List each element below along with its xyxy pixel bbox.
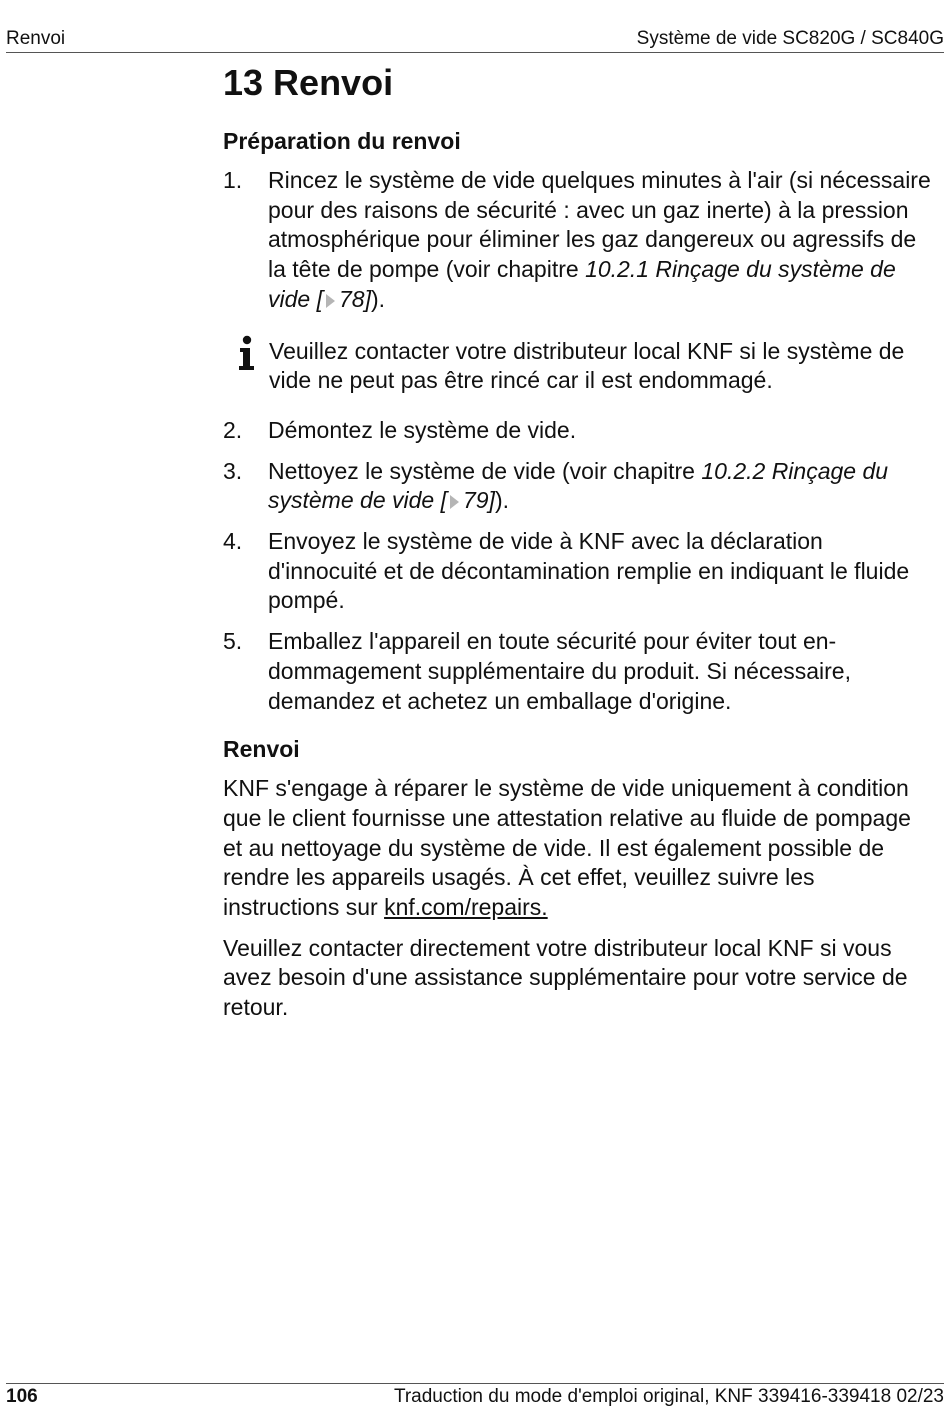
step-text-end: ). — [494, 487, 510, 514]
chapter-reference-page: 79] — [462, 487, 495, 514]
header-section-title: Renvoi — [6, 28, 66, 49]
section-heading-renvoi: Renvoi — [223, 736, 300, 763]
step-number: 5. — [223, 628, 243, 655]
chapter-reference-text: 10.2.2 Rinçage du système de vide [ — [268, 457, 889, 514]
paragraph-text: KNF s'engage à réparer le système de vide uniquement à condition que le client fournisse une attestation relative au fluide de pompage et au nettoyage du système de vide. Il est également possible de rendre les appareils usagés. À cet effet, veuillez suivre les instructions sur — [223, 775, 911, 921]
page-arrow-icon — [450, 495, 459, 509]
main-content — [223, 60, 933, 1034]
page-number: 106 — [6, 1386, 38, 1407]
step-text-end: ). — [370, 285, 386, 312]
info-note — [223, 337, 933, 396]
chapter-reference-page: 78] — [338, 285, 371, 312]
chapter-title: 13 Renvoi — [223, 62, 394, 103]
step-number: 2. — [223, 416, 243, 443]
step-text-body: Nettoyez le système de vide (voir chapitre — [268, 457, 702, 484]
page-footer — [6, 1383, 944, 1407]
step-1 — [223, 166, 933, 315]
section-heading-preparation: Préparation du renvoi — [223, 128, 461, 154]
header-product-title: Système de vide SC820G / SC840G — [636, 28, 944, 49]
paragraph-repair-conditions — [223, 774, 933, 923]
step-number: 1. — [223, 167, 243, 193]
step-text — [268, 457, 933, 516]
chapter-reference-text: 10.2.1 Rinçage du système de vide [ — [268, 256, 896, 312]
footer-document-reference: Traduction du mode d'emploi original, KNF 339416-339418 02/23 — [393, 1386, 944, 1407]
note-text: Veuillez contacter votre distributeur local KNF si le système de vide ne peut pas être rincé car il est endommagé. — [269, 337, 905, 394]
step-text: Emballez l'appareil en toute sécurité pour éviter tout endommagement supplémentaire du produit. Si nécessaire, demandez et achetez un emballage d'origine. — [268, 628, 851, 714]
step-5 — [223, 627, 933, 716]
page-header — [6, 28, 944, 53]
step-number: 3. — [223, 457, 243, 484]
page-arrow-icon — [326, 294, 335, 308]
step-number: 4. — [223, 528, 243, 555]
step-text — [268, 166, 933, 315]
step-text-body: Rincez le système de vide quelques minutes à l'air (si nécessaire pour des raisons de sécurité : avec un gaz inerte) à la pression atmosphérique pour éliminer les gaz dangereux ou agressifs de la tête de pompe (voir chapitre — [268, 167, 931, 283]
step-2 — [223, 416, 933, 446]
paragraph-contact-distributor: Veuillez contacter directement votre distributeur local KNF si vous avez besoin d'une assistance supplémentaire pour votre service de retour. — [223, 934, 908, 1021]
info-icon — [223, 337, 269, 396]
repairs-link[interactable]: knf.com/repairs. — [384, 894, 548, 921]
step-text: Démontez le système de vide. — [268, 416, 577, 443]
step-3 — [223, 457, 933, 516]
step-text: Envoyez le système de vide à KNF avec la déclaration d'innocuité et de décontamination remplie en indiquant le fluide pompé. — [268, 528, 910, 614]
step-4 — [223, 527, 933, 616]
